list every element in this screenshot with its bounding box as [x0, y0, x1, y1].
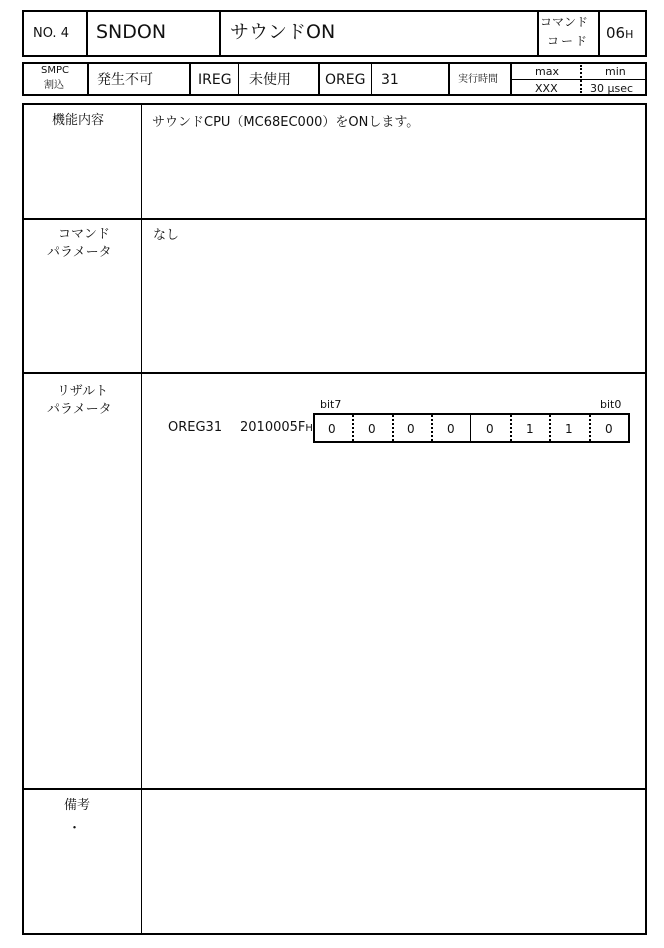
info-divider: [87, 62, 89, 96]
info-divider: [318, 62, 320, 96]
header-divider: [219, 10, 221, 57]
bit-low-label: bit0: [600, 398, 622, 411]
command-code-label: コード: [547, 34, 590, 48]
bit-register: [313, 413, 630, 443]
info-divider: [238, 62, 239, 96]
ireg-value: 未使用: [249, 72, 291, 88]
bit-divider: [352, 415, 354, 441]
command-number: NO. 4: [33, 26, 69, 41]
result-register-name: OREG31: [168, 420, 223, 435]
info-divider: [371, 62, 372, 96]
header-divider: [86, 10, 88, 57]
max-label: max: [535, 65, 559, 78]
min-label: min: [605, 65, 626, 78]
bit-divider: [510, 415, 512, 441]
bit-divider: [549, 415, 551, 441]
bit-value: 1: [565, 422, 573, 436]
min-value: 30 μsec: [590, 82, 634, 95]
exec-time-label: 実行時間: [458, 74, 498, 85]
result-label: リザルト: [57, 384, 109, 399]
command-code-value: 06H: [606, 24, 634, 42]
smpc-value: 発生不可: [97, 72, 153, 88]
info-divider: [189, 62, 191, 96]
info-divider: [580, 65, 582, 93]
oreg-label: OREG: [325, 72, 366, 88]
bit-value: 0: [486, 422, 494, 436]
header-divider: [537, 10, 539, 57]
command-name: SNDON: [96, 21, 167, 43]
bit-divider: [589, 415, 591, 441]
params-text: なし: [153, 228, 180, 243]
bit-value: 0: [605, 422, 613, 436]
body-table: [22, 103, 647, 935]
params-label: コマンド: [58, 227, 111, 242]
info-divider: [510, 79, 647, 80]
ireg-label: IREG: [198, 72, 232, 88]
smpc-label: SMPC: [41, 65, 69, 76]
result-register-address: 2010005FH: [240, 420, 313, 435]
bit-value: 0: [328, 422, 336, 436]
bit-value: 1: [526, 422, 534, 436]
bit-value: 0: [407, 422, 415, 436]
params-label: パラメータ: [47, 245, 112, 260]
result-label: パラメータ: [47, 402, 112, 417]
bit-divider: [470, 413, 471, 443]
header-divider: [598, 10, 600, 57]
bit-high-label: bit7: [320, 398, 342, 411]
notes-label: 備考: [64, 798, 91, 813]
function-label: 機能内容: [52, 113, 105, 128]
notes-bullet: ・: [68, 821, 82, 836]
section-divider: [22, 372, 647, 374]
function-text: サウンドCPU（MC68EC000）をONします。: [152, 115, 420, 130]
bit-value: 0: [368, 422, 376, 436]
command-code-label: コマンド: [540, 15, 589, 29]
label-column-divider: [141, 103, 142, 935]
section-divider: [22, 218, 647, 220]
section-divider: [22, 788, 647, 790]
max-value: XXX: [535, 82, 558, 95]
bit-divider: [392, 415, 394, 441]
bit-divider: [431, 415, 433, 441]
info-divider: [448, 62, 450, 96]
oreg-value: 31: [381, 72, 399, 88]
command-description: サウンドON: [230, 21, 336, 43]
smpc-label: 割込: [44, 80, 64, 91]
bit-value: 0: [447, 422, 455, 436]
